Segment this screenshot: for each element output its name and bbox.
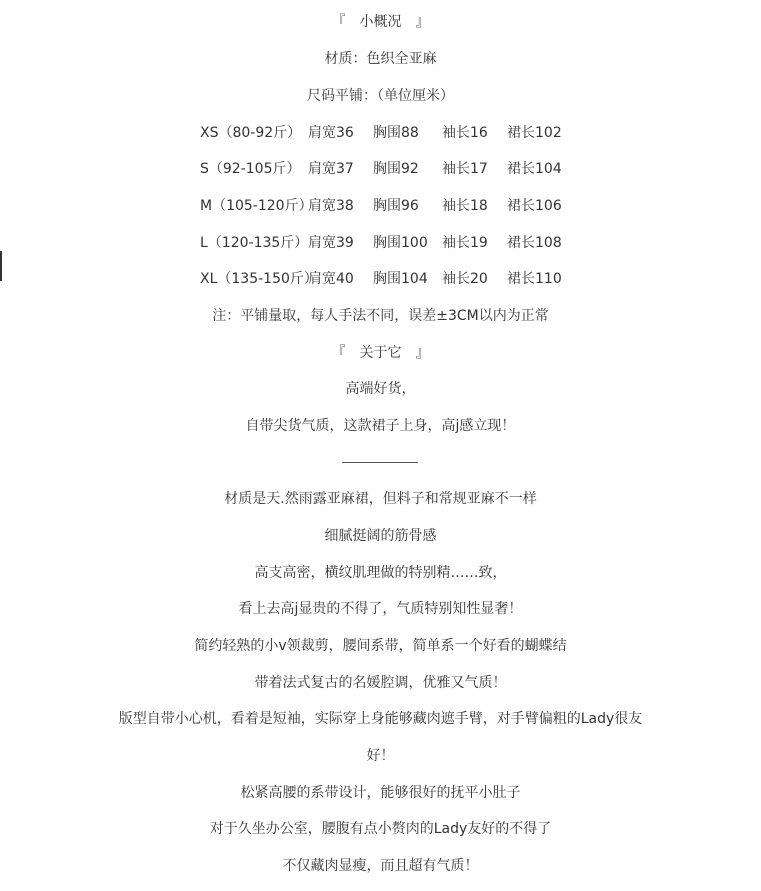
bust: 胸围96 <box>373 198 419 214</box>
size-label: XS（80-92斤） <box>200 125 302 141</box>
skirt-length: 裙长108 <box>507 235 562 251</box>
size-row-l <box>0 233 761 253</box>
detail-line-4: 看上去高j显贵的不得了，气质特别知性显奢！ <box>238 601 523 617</box>
sleeve-length: 袖长18 <box>442 198 488 214</box>
detail-line-3: 高支高密，横纹肌理做的特别精……致， <box>254 565 507 581</box>
sleeve-length: 袖长20 <box>442 271 488 287</box>
about-line-2: 自带尖货气质，这款裙子上身，高j感立现！ <box>245 418 516 434</box>
size-row-xl <box>0 269 761 289</box>
shoulder-width: 肩宽39 <box>308 235 354 251</box>
skirt-length: 裙长102 <box>507 125 562 141</box>
shoulder-width: 肩宽40 <box>308 271 354 287</box>
shoulder-width: 肩宽36 <box>308 125 354 141</box>
bust: 胸围92 <box>373 161 419 177</box>
detail-line-9: 松紧高腰的系带设计，能够很好的抚平小肚子 <box>240 785 521 801</box>
skirt-length: 裙长104 <box>507 161 562 177</box>
sleeve-length: 袖长16 <box>442 125 488 141</box>
sleeve-length: 袖长19 <box>442 235 488 251</box>
size-label: S（92-105斤） <box>200 161 301 177</box>
detail-line-8: 好！ <box>366 748 395 764</box>
about-heading: 『 关于它 』 <box>331 345 430 361</box>
bust: 胸围88 <box>373 125 419 141</box>
skirt-length: 裙长110 <box>507 271 562 287</box>
detail-line-6: 带着法式复古的名媛腔调，优雅又气质！ <box>254 675 507 691</box>
sleeve-length: 袖长17 <box>442 161 488 177</box>
size-row-m <box>0 196 761 216</box>
detail-line-1: 材质是天.然雨露亚麻裙，但料子和常规亚麻不一样 <box>224 491 537 507</box>
measurement-note: 注：平铺量取，每人手法不同，误差±3CM以内为正常 <box>212 308 549 324</box>
detail-line-10: 对于久坐办公室，腰腹有点小赘肉的Lady友好的不得了 <box>209 821 552 837</box>
detail-line-5: 简约轻熟的小v领裁剪，腰间系带，简单系一个好看的蝴蝶结 <box>194 638 567 654</box>
size-label: XL（135-150斤） <box>200 271 318 287</box>
size-row-s <box>0 159 761 179</box>
bust: 胸围100 <box>373 235 428 251</box>
skirt-length: 裙长106 <box>507 198 562 214</box>
size-row-xs <box>0 123 761 143</box>
shoulder-width: 肩宽37 <box>308 161 354 177</box>
shoulder-width: 肩宽38 <box>308 198 354 214</box>
overview-heading: 『 小概况 』 <box>331 14 430 30</box>
detail-line-2: 细腻挺阔的筋骨感 <box>324 528 437 544</box>
about-line-1: 高端好货， <box>345 381 416 397</box>
size-label: M（105-120斤） <box>200 198 313 214</box>
detail-line-7: 版型自带小心机，看着是短袖，实际穿上身能够藏肉遮手臂，对手臂偏粗的Lady很友 <box>118 711 643 727</box>
bust: 胸围104 <box>373 271 428 287</box>
section-divider <box>342 462 418 463</box>
detail-line-11: 不仅藏肉显瘦，而且超有气质！ <box>282 858 479 874</box>
size-unit-line: 尺码平铺：（单位厘米） <box>307 88 454 104</box>
material-line: 材质：色织全亚麻 <box>324 51 437 67</box>
size-label: L（120-135斤） <box>200 235 309 251</box>
